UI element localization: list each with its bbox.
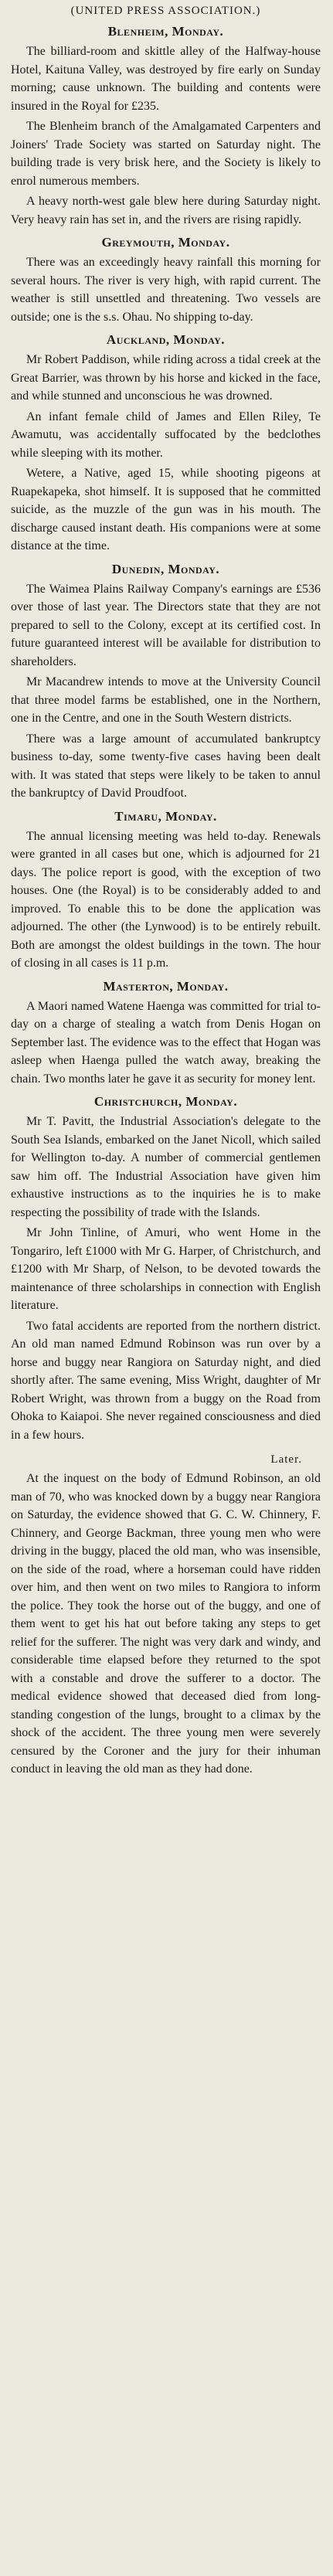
column-header: (UNITED PRESS ASSOCIATION.) bbox=[70, 5, 261, 17]
dispatch-section bbox=[11, 332, 321, 556]
news-paragraph: Wetere, a Native, aged 15, while shooting pigeons at Ruapekapeka, shot himself. It is supposed that he committed suicide, as the muzzle of the gun was in his mouth. The discharge caused instant death. His companions were at some distance at the time. bbox=[11, 467, 321, 552]
news-paragraph: Two fatal accidents are reported from the northern district. An old man named Edmund Robinson was run over by a horse and buggy near Rangiora on Saturday night, and died shortly after. The same evening, Miss Wright, daughter of Mr Robert Wright, was thrown from a buggy on the Road from Ohoka to Kaiapoi. She never regained consciousness and died in a few hours. bbox=[11, 1319, 321, 1442]
later-paragraphs bbox=[11, 1470, 321, 1779]
news-paragraph: The Waimea Plains Railway Company's earnings are £536 over those of last year. The Directors state that they are not prepared to sell to the Colony, except at its certified cost. In future guaranteed interest will be available for distribution to shareholders. bbox=[11, 582, 321, 668]
news-paragraph: The Blenheim branch of the Amalgamated Carpenters and Joiners' Trade Society was started on Saturday night. The building trade is very brisk here, and the Society is likely to enrol numerous members. bbox=[11, 120, 321, 188]
news-paragraph: At the inquest on the body of Edmund Robinson, an old man of 70, who was knocked down by a buggy near Rangiora on Saturday, the evidence showed that G. C. W. Chinnery, F. Chinnery, and George Backman, three young men who were driving in the buggy, placed the old man, who was insensible, on the side of the road, where a horseman could have ridden over him, and then went on two miles to Rangiora to inform the police. They took the horse out of the buggy, and one of them went to get his hat out before taking any steps to get relief for the sufferer. The night was very dark and windy, and considerable time elapsed before they returned to the spot with a constable and drove the sufferer to a doctor. The medical evidence showed that deceased died from long-standing congestion of the lungs, brought to a climax by the shock of the accident. The three young men were severely censured by the Coroner and the jury for their inhuman conduct in leaving the old man as they had done. bbox=[11, 1472, 321, 1776]
dateline: Auckland, Monday. bbox=[106, 332, 226, 347]
dispatch-list bbox=[11, 24, 321, 1444]
news-paragraph: A Maori named Watene Haenga was committed for trial to-day on a charge of stealing a watch from Denis Hogan on September last. The evidence was to the effect that Hogan was asleep when Haenga pulled the watch away, breaking the chain. Two months later he gave it as security for money lent. bbox=[11, 999, 321, 1086]
dateline: Dunedin, Monday. bbox=[111, 561, 220, 576]
dateline: Christchurch, Monday. bbox=[93, 1094, 238, 1109]
news-paragraph: There was a large amount of accumulated bankruptcy business to-day, some twenty-five cases having been dealt with. It was stated that steps were likely to be taken to annul the bankruptcy of David Proudfoot. bbox=[11, 732, 321, 800]
dispatch-section bbox=[11, 235, 321, 326]
dispatch-section bbox=[11, 979, 321, 1089]
dateline: Timaru, Monday. bbox=[114, 808, 217, 824]
dateline: Masterton, Monday. bbox=[103, 978, 229, 994]
later-heading: Later. bbox=[270, 1453, 302, 1466]
dispatch-section bbox=[11, 1094, 321, 1444]
dispatch-section bbox=[11, 24, 321, 229]
news-paragraph: Mr T. Pavitt, the Industrial Association's delegate to the South Sea Islands, embarked on the Janet Nicoll, which sailed for Wellington to-day. A number of commercial gentlemen saw him off. The Industrial Association have given him exhaustive instructions as to the inquiries he is to make respecting the possibility of trade with the Islands. bbox=[11, 1115, 321, 1219]
dispatch-section bbox=[11, 562, 321, 803]
later-dispatch bbox=[11, 1453, 321, 1779]
dispatch-section bbox=[11, 809, 321, 973]
news-paragraph: The annual licensing meeting was held to-day. Renewals were granted in all cases but one, which is adjourned for 21 days. The police report is good, with the exception of two houses. One (the Royal) is to be considerably added to and improved. To enable this to be done the application was adjourned. The other (the Lynwood) is to be entirely rebuilt. Both are amongst the oldest buildings in the town. The hour of closing in all cases is 11 p.m. bbox=[11, 829, 321, 970]
dateline: Blenheim, Monday. bbox=[107, 24, 224, 39]
news-paragraph: Mr John Tinline, of Amuri, who went Home in the Tongariro, left £1000 with Mr G. Harper, of Christchurch, and £1200 with Mr Sharp, of Nelson, to be devoted towards the maintenance of three scholarships in connection with English literature. bbox=[11, 1226, 321, 1312]
news-paragraph: Mr Macandrew intends to move at the University Council that three model farms be established, one in the Northern, one in the Centre, and one in the South Western districts. bbox=[11, 675, 321, 725]
news-paragraph: The billiard-room and skittle alley of the Halfway-house Hotel, Kaituna Valley, was destroyed by fire early on Sunday morning; cause unknown. The building and contents were insured in the Royal for £235. bbox=[11, 45, 321, 113]
news-paragraph: There was an exceedingly heavy rainfall this morning for several hours. The river is very high, with rapid current. The weather is still unsettled and threatening. Two vessels are outside; one is the s.s. Ohau. No shipping to-day. bbox=[11, 256, 321, 324]
news-paragraph: An infant female child of James and Ellen Riley, Te Awamutu, was accidentally suffocated by the bedclothes while sleeping with its mother. bbox=[11, 410, 321, 460]
news-paragraph: Mr Robert Paddison, while riding across a tidal creek at the Great Barrier, was thrown by his horse and kicked in the face, and while stunned and unconscious he was drowned. bbox=[11, 353, 321, 403]
news-paragraph: A heavy north-west gale blew here during Saturday night. Very heavy rain has set in, and the rivers are rising rapidly. bbox=[11, 195, 321, 226]
dateline: Greymouth, Monday. bbox=[101, 235, 230, 250]
